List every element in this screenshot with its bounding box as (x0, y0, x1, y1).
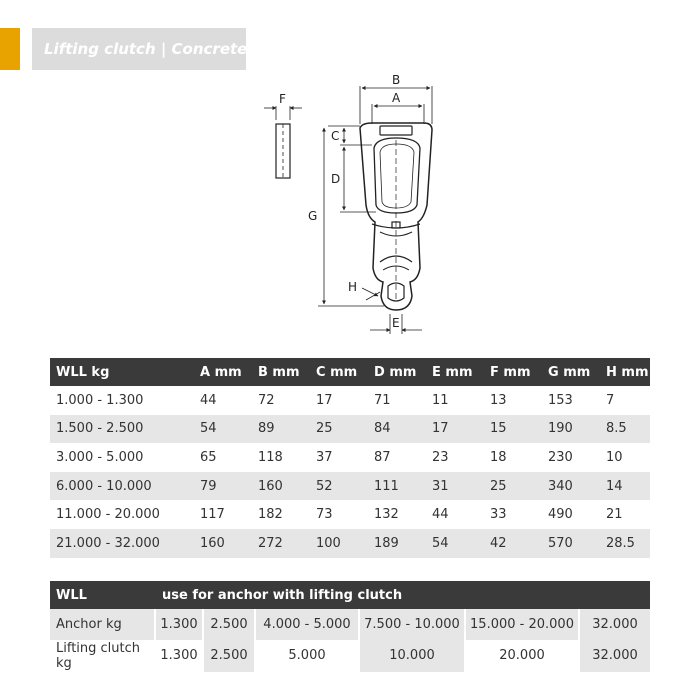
table-cell: 21 (606, 507, 623, 523)
table-cell: 7.500 - 10.000 (360, 609, 466, 640)
table-cell: 8.5 (600, 415, 650, 444)
table-cell: 153 (548, 392, 573, 408)
table-row (50, 415, 650, 444)
table-cell: 3.000 - 5.000 (56, 449, 144, 465)
table-cell: 20.000 (466, 640, 580, 672)
dimension-label-b: B (392, 73, 401, 87)
table-cell: 1.500 - 2.500 (50, 415, 194, 444)
table-row (50, 609, 650, 640)
table-cell: 1.300 (156, 640, 204, 672)
table-cell: 10 (606, 449, 623, 465)
table-cell: 21.000 - 32.000 (50, 529, 194, 558)
column-header: A mm (194, 358, 252, 386)
dimension-label-a: A (392, 91, 401, 105)
table-cell: 25 (484, 472, 542, 501)
table-cell: 132 (374, 507, 399, 523)
column-header: use for anchor with lifting clutch (156, 581, 650, 609)
usage-table (50, 581, 650, 672)
table-cell: 182 (258, 507, 283, 523)
page-title: Lifting clutch | Concrete (32, 28, 246, 70)
table-cell: 54 (194, 415, 252, 444)
table-cell: 7 (606, 392, 615, 408)
table-cell: 72 (258, 392, 275, 408)
table-cell: 1.000 - 1.300 (56, 392, 144, 408)
side-view-shape (264, 106, 302, 178)
usage-table-header (50, 581, 650, 609)
table-cell: 89 (252, 415, 310, 444)
table-cell: 2.500 (204, 609, 256, 640)
table-cell: 6.000 - 10.000 (50, 472, 194, 501)
table-cell: 71 (374, 392, 391, 408)
table-cell: 54 (426, 529, 484, 558)
table-cell: 272 (252, 529, 310, 558)
table-cell: 18 (490, 449, 507, 465)
table-cell: 230 (548, 449, 573, 465)
table-row (50, 386, 650, 415)
table-cell: 118 (258, 449, 283, 465)
row-label: Anchor kg (50, 609, 156, 640)
table-cell: 100 (310, 529, 368, 558)
spec-table-header (50, 358, 650, 386)
table-cell: 17 (426, 415, 484, 444)
table-row (50, 443, 650, 472)
table-cell: 65 (200, 449, 217, 465)
table-cell: 570 (542, 529, 600, 558)
table-cell: 13 (490, 392, 507, 408)
table-cell: 5.000 (256, 640, 360, 672)
table-cell: 33 (490, 507, 507, 523)
table-cell: 42 (484, 529, 542, 558)
column-header: F mm (484, 358, 542, 386)
table-row (50, 500, 650, 529)
table-cell: 44 (200, 392, 217, 408)
dimension-label-h: H (348, 280, 358, 294)
clutch-body-shape (360, 123, 432, 310)
dimension-label-d: D (331, 172, 341, 186)
table-row (50, 529, 650, 558)
table-row (50, 640, 650, 672)
table-cell: 117 (200, 507, 225, 523)
table-cell: 44 (432, 507, 449, 523)
table-cell: 190 (542, 415, 600, 444)
table-cell: 160 (252, 472, 310, 501)
table-cell: 2.500 (204, 640, 256, 672)
column-header: B mm (252, 358, 310, 386)
table-cell: 490 (548, 507, 573, 523)
column-header: H mm (600, 358, 650, 386)
dimension-label-e: E (392, 316, 400, 330)
table-cell: 84 (368, 415, 426, 444)
column-header: WLL kg (50, 358, 194, 386)
column-header: WLL (50, 581, 156, 609)
table-cell: 4.000 - 5.000 (256, 609, 360, 640)
table-cell: 32.000 (580, 609, 650, 640)
table-cell: 17 (316, 392, 333, 408)
table-cell: 31 (426, 472, 484, 501)
column-header: C mm (310, 358, 368, 386)
table-cell: 10.000 (360, 640, 466, 672)
column-header: E mm (426, 358, 484, 386)
table-cell: 14 (600, 472, 650, 501)
table-cell: 111 (368, 472, 426, 501)
table-cell: 340 (542, 472, 600, 501)
table-cell: 37 (316, 449, 333, 465)
table-cell: 15 (484, 415, 542, 444)
table-cell: 11 (432, 392, 449, 408)
table-row (50, 472, 650, 501)
table-cell: 87 (374, 449, 391, 465)
table-cell: 23 (432, 449, 449, 465)
table-cell: 189 (368, 529, 426, 558)
column-header: D mm (368, 358, 426, 386)
table-cell: 15.000 - 20.000 (466, 609, 580, 640)
column-header: G mm (542, 358, 600, 386)
table-cell: 160 (194, 529, 252, 558)
spec-table (50, 358, 650, 558)
table-cell: 25 (310, 415, 368, 444)
table-cell: 1.300 (156, 609, 204, 640)
table-cell: 52 (310, 472, 368, 501)
table-cell: 28.5 (600, 529, 650, 558)
dimension-label-c: C (331, 129, 340, 143)
dimension-label-f: F (279, 92, 286, 106)
table-cell: 11.000 - 20.000 (56, 507, 160, 523)
table-cell: 32.000 (580, 640, 650, 672)
table-cell: 73 (316, 507, 333, 523)
table-cell: 79 (194, 472, 252, 501)
dimension-label-g: G (308, 209, 318, 223)
row-label: Lifting clutch kg (50, 640, 156, 672)
